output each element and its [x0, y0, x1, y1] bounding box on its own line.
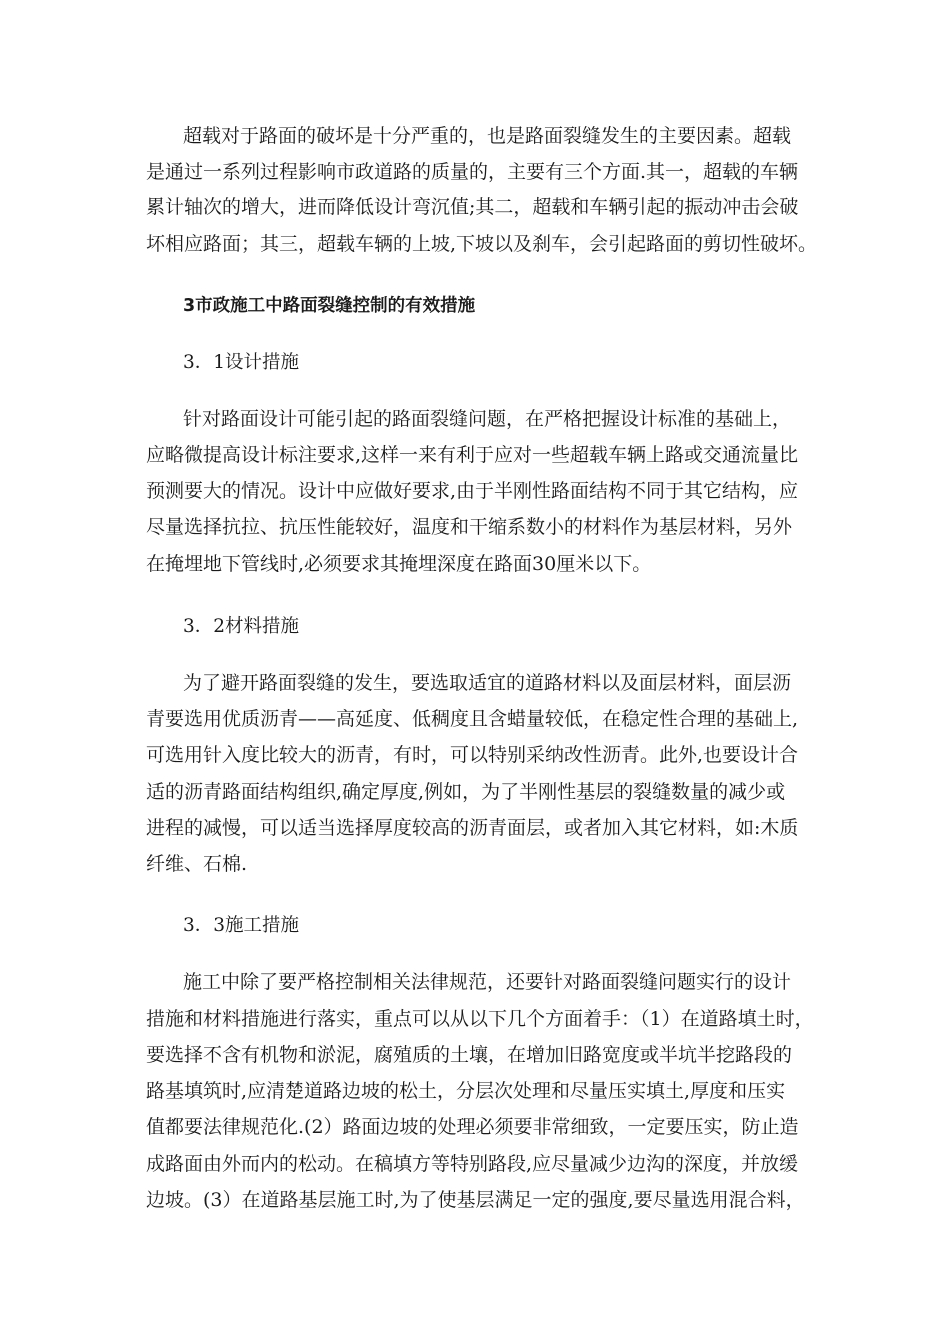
- subsection-title: 3．2材料措施: [183, 616, 300, 637]
- paragraph-line: 在掩埋地下管线时,必须要求其掩埋深度在路面30厘米以下。: [146, 553, 652, 575]
- paragraph-line: 青要选用优质沥青——高延度、低稠度且含蜡量较低，在稳定性合理的基础上,: [146, 708, 799, 730]
- paragraph-line: 超载对于路面的破坏是十分严重的，也是路面裂缝发生的主要因素。超载: [183, 125, 792, 147]
- paragraph-line: 预测要大的情况。设计中应做好要求,由于半刚性路面结构不同于其它结构，应: [146, 480, 799, 502]
- paragraph-line: 要选择不含有机物和淤泥，腐殖质的土壤，在增加旧路宽度或半坑半挖路段的: [146, 1044, 793, 1066]
- paragraph-line: 进程的减慢，可以适当选择厚度较高的沥青面层，或者加入其它材料，如:木质: [146, 817, 799, 839]
- subsection-title: 3．3施工措施: [183, 915, 300, 936]
- paragraph-line: 成路面由外而内的松动。在稿填方等特别路段,应尽量减少边沟的深度，并放缓: [146, 1153, 799, 1175]
- paragraph-line: 可选用针入度比较大的沥青，有时，可以特别采纳改性沥青。此外,也要设计合: [146, 744, 799, 766]
- paragraph-line: 应略微提高设计标注要求,这样一来有利于应对一些超载车辆上路或交通流量比: [146, 444, 799, 466]
- subsection-title: 3．1设计措施: [183, 352, 300, 373]
- paragraph-line: 累计轴次的增大，进而降低设计弯沉值;其二，超载和车辆引起的振动冲击会破: [146, 196, 799, 218]
- paragraph-line: 尽量选择抗拉、抗压性能较好，温度和干缩系数小的材料作为基层材料，另外: [146, 516, 793, 538]
- paragraph-line: 坏相应路面；其三，超载车辆的上坡,下坡以及刹车，会引起路面的剪切性破坏。: [146, 233, 818, 255]
- paragraph-line: 针对路面设计可能引起的路面裂缝问题，在严格把握设计标准的基础上，: [183, 408, 792, 430]
- paragraph-line: 为了避开路面裂缝的发生，要选取适宜的道路材料以及面层材料，面层沥: [183, 672, 792, 694]
- paragraph-line: 施工中除了要严格控制相关法律规范，还要针对路面裂缝问题实行的设计: [183, 971, 792, 993]
- paragraph-line: 路基填筑时,应清楚道路边坡的松土，分层次处理和尽量压实填土,厚度和压实: [146, 1080, 786, 1102]
- paragraph-line: 是通过一系列过程影响市政道路的质量的，主要有三个方面.其一，超载的车辆: [146, 161, 799, 183]
- paragraph-line: 适的沥青路面结构组织,确定厚度,例如，为了半刚性基层的裂缝数量的减少或: [146, 781, 786, 803]
- paragraph-line: 措施和材料措施进行落实，重点可以从以下几个方面着手：（1）在道路填土时，: [146, 1008, 814, 1030]
- paragraph-line: 值都要法律规范化.(2）路面边坡的处理必须要非常细致，一定要压实，防止造: [146, 1116, 799, 1138]
- paragraph-line: 纤维、石棉.: [146, 853, 248, 875]
- section-heading: 3市政施工中路面裂缝控制的有效措施: [183, 296, 476, 316]
- paragraph-line: 边坡。(3）在道路基层施工时,为了使基层满足一定的强度,要尽量选用混合料，: [146, 1189, 805, 1211]
